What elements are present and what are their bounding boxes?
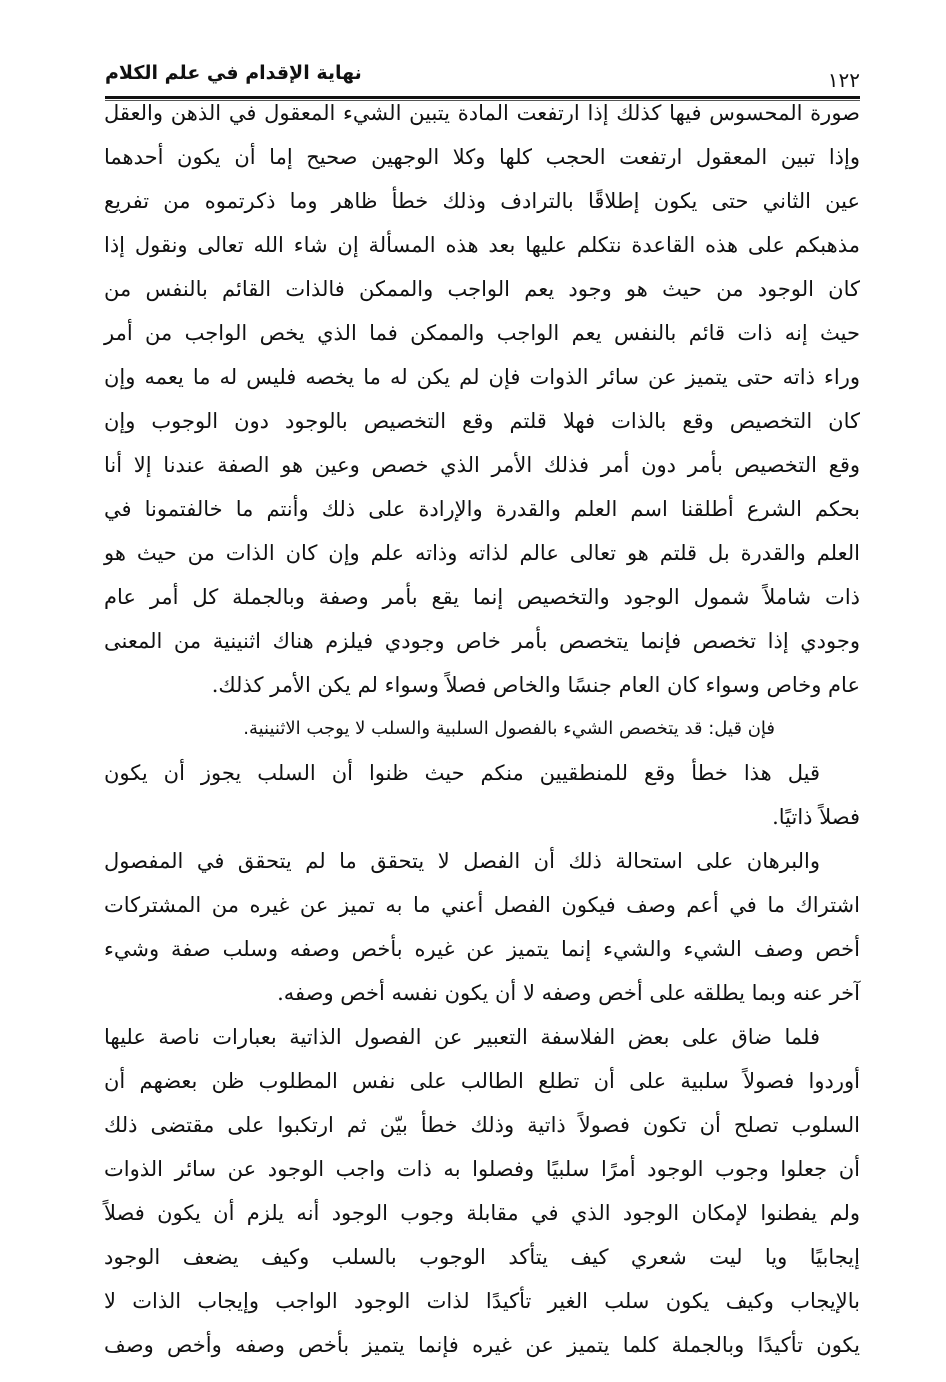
- text-line: وراء ذاته حتى يتميز عن سائر الذوات فإن لم يكن له ما يخصه فليس له ما يعمه وإن: [104, 365, 860, 389]
- text-line: أوردوا فصولاً سلبية على أن تطلع الطالب على نفس المطلوب ظن بعضهم أن: [104, 1069, 860, 1093]
- text-line: ذات شاملاً شمول الوجود والتخصيص إنما يقع بأمر وصفة وبالجملة كل أمر عام: [104, 585, 860, 609]
- text-line: عين الثاني حتى يكون إطلاقًا بالترادف وذلك خطأ ظاهر وما ذكرتموه من تفريع: [104, 189, 860, 213]
- text-line: وقع التخصيص بأمر دون أمر فذلك الأمر الذي خصص وعين هو الصفة عندنا إلا أنا: [104, 453, 860, 477]
- text-line: يكون تأكيدًا وبالجملة كلما يتميز عن غيره فإنما يتميز بأخص وصفه وأخص وصف: [104, 1333, 860, 1357]
- text-line: وجودي إذا تخصص فإنما يتخصص بأمر خاص وجودي فيلزم هناك اثنينية من المعنى: [104, 629, 860, 653]
- page-number: ١٢٢: [827, 68, 860, 92]
- text-line: والبرهان على استحالة ذلك أن الفصل لا يتحقق ما لم يتحقق في المفصول: [104, 849, 820, 873]
- text-line: كان الوجود من حيث هو وجود يعم الواجب والممكن فالذات القائم بالنفس من: [104, 277, 860, 301]
- text-line: ولم يفطنوا لإمكان الوجود الذي في مقابلة وجوب الوجود أنه يلزم أن يكون فصلاً: [104, 1201, 860, 1225]
- text-line: مذهبكم على هذه القاعدة نتكلم عليها بعد هذه المسألة إن شاء الله تعالى ونقول إذا: [104, 233, 860, 257]
- text-line: أخص وصف الشيء والشيء إنما يتميز عن غيره بأخص وصفه وسلب صفة وشيء: [104, 937, 860, 961]
- text-line: حيث إنه ذات قائم بالنفس يعم الواجب والممكن فما الذي يخص الواجب من أمر: [104, 321, 860, 345]
- text-line: كان التخصيص وقع بالذات فهلا قلتم وقع التخصيص بالوجود دون الوجوب وإن: [104, 409, 860, 433]
- text-line: فصلاً ذاتيًا.: [772, 805, 860, 829]
- text-line: قيل هذا خطأ وقع للمنطقيين منكم حيث ظنوا أن السلب يجوز أن يكون: [104, 761, 820, 785]
- text-line: بحكم الشرع أطلقنا اسم العلم والقدرة والإرادة على ذلك وأنتم ما خالفتمونا في: [104, 497, 860, 521]
- text-line: صورة المحسوس فيها كذلك إذا ارتفعت المادة يتبين الشيء المعقول في الذهن والعقل: [104, 101, 860, 125]
- text-line: فلما ضاق على بعض الفلاسفة التعبير عن الفصول الذاتية بعبارات ناصة عليها: [104, 1025, 820, 1049]
- text-line: بالإيجاب وكيف يكون سلب الغير تأكيدًا لذات الوجود الواجب وإيجاب الذات لا: [104, 1289, 860, 1313]
- text-line: إيجابيًا ويا ليت شعري كيف يتأكد الوجوب بالسلب وكيف يضعف الوجود: [104, 1245, 860, 1269]
- book-title: نهاية الإقدام في علم الكلام: [105, 62, 362, 84]
- text-line: العلم والقدرة بل قلتم هو تعالى عالم لذاته وذاته علم وإن كان الذات من حيث هو: [104, 541, 860, 565]
- text-line: عام وخاص وسواء كان العام جنسًا والخاص فصلاً وسواء لم يكن الأمر كذلك.: [211, 673, 860, 697]
- text-line: السلوب تصلح أن تكون فصولاً ذاتية وذلك خطأ بيّن ثم ارتكبوا على مقتضى ذلك: [104, 1113, 860, 1137]
- text-line: أن جعلوا وجوب الوجود أمرًا سلبيًا وفصلوا به ذات واجب الوجود عن سائر الذوات: [104, 1157, 860, 1181]
- objection-line: فإن قيل: قد يتخصص الشيء بالفصول السلبية والسلب لا يوجب الاثنينية.: [243, 718, 775, 739]
- text-line: آخر عنه وبما يطلقه على أخص وصفه لا أن يكون نفسه أخص وصفه.: [277, 981, 860, 1005]
- text-line: وإذا تبين المعقول ارتفعت الحجب كلها وكلا الوجهين صحيح إما أن يكون أحدهما: [104, 145, 860, 169]
- text-line: اشتراك ما في أعم وصف فيكون الفصل أعني ما به تميز عن غيره من المشتركات: [104, 893, 860, 917]
- page-body: [104, 91, 860, 1367]
